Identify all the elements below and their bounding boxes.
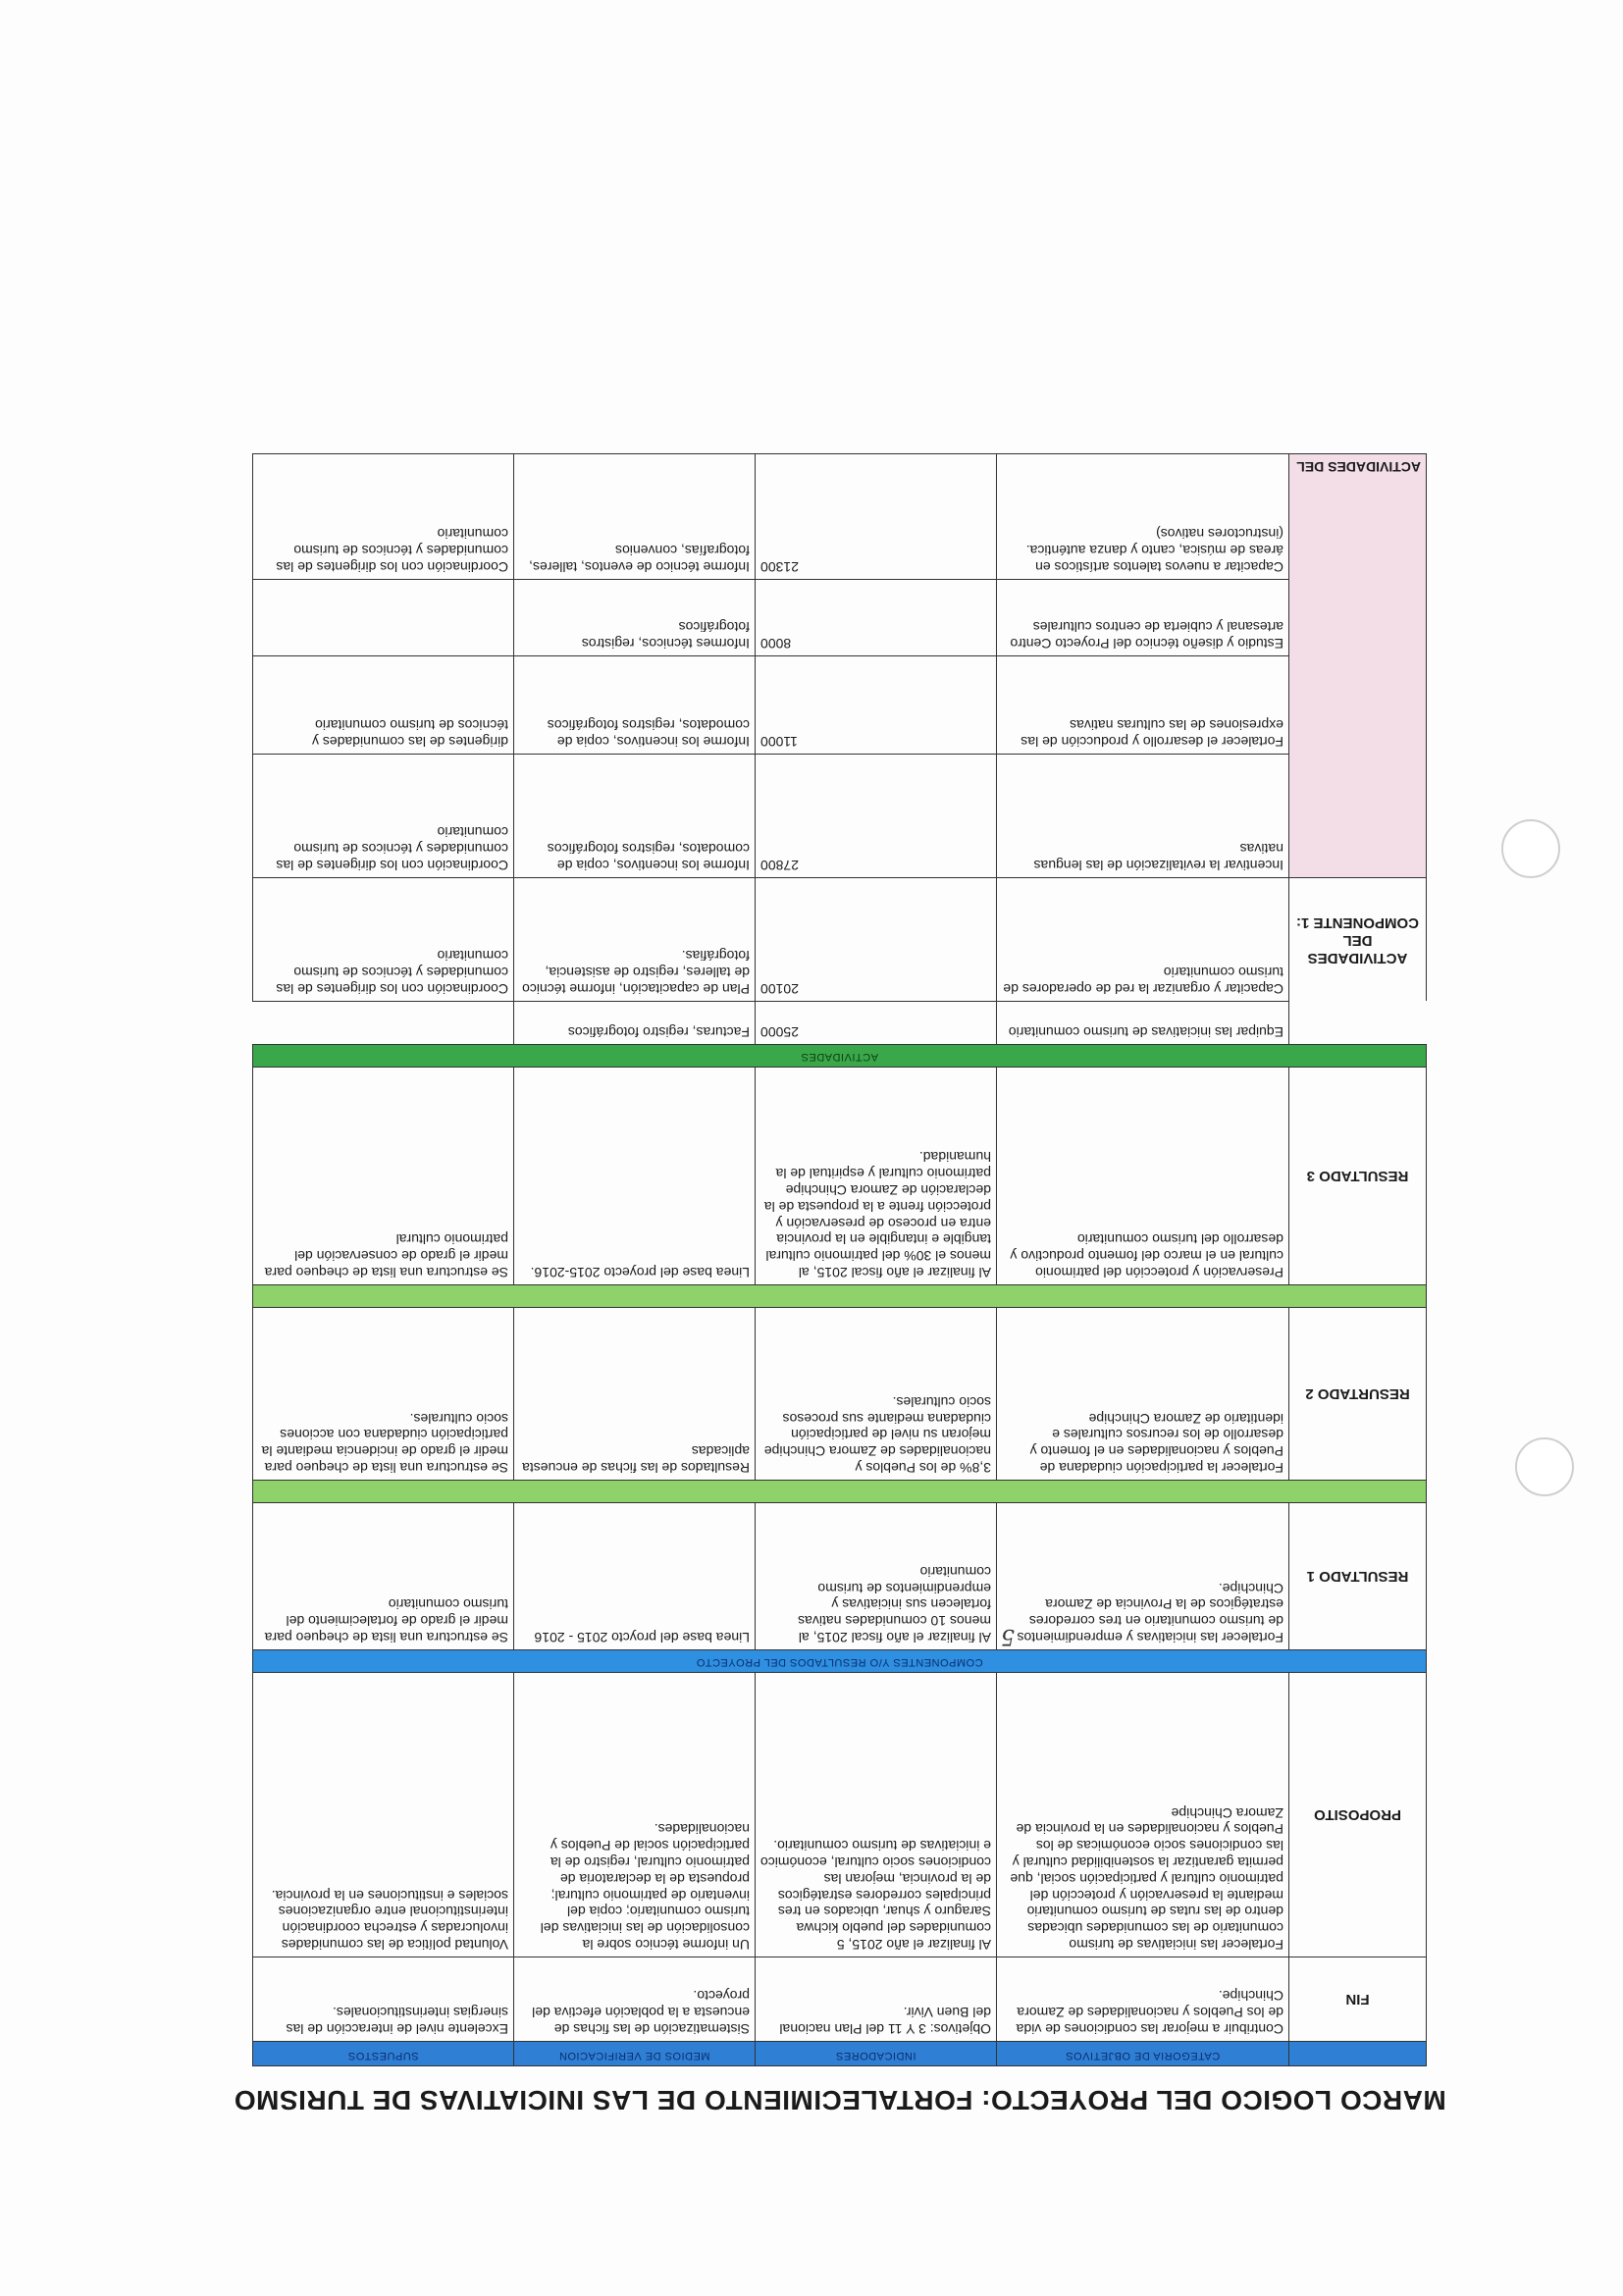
row-label-fin: FIN — [1289, 1957, 1427, 2042]
actividad-2-monto: 20100 — [756, 878, 997, 1002]
actividad-1-monto: 25000 — [756, 1002, 997, 1045]
band-componentes: COMPONENTES Y/O RESULTADOS DEL PROYECTO — [253, 1650, 1427, 1673]
actividad-3-monto: 27800 — [756, 755, 997, 878]
actividad-1-objetivo: Equipar las iniciativas de turismo comunitario — [997, 1002, 1289, 1045]
actividad-5-medio: Informes técnicos, registros fotográficos — [514, 580, 756, 656]
resultado1-objetivo: Fortalecer las iniciativas y emprendimientos de turismo comunitario en tres corredores estratégicos de la Provincia de Zamora Chinchipe. — [997, 1503, 1289, 1650]
resultado1-indicador: Al finalizar el año fiscal 2015, al menos 10 comunidades nativas fortalecen sus iniciativas y emprendimientos de turismo comunitario — [756, 1503, 997, 1650]
row-proposito — [253, 1673, 1427, 1957]
row-actividad-5 — [253, 580, 1427, 656]
actividad-6-objetivo: Capacitar a nuevos talentos artísticos en áreas de música, canto y danza auténtica.(instructores nativos) — [997, 454, 1289, 580]
header-objetivos: CATEGORIA DE OBJETIVOS — [997, 2042, 1289, 2066]
rotated-logframe-sheet — [234, 432, 1446, 2129]
band-green-1 — [253, 1481, 1427, 1503]
proposito-medio: Un informe técnico sobre la consolidación de las iniciativas del turismo comunitario; copia del inventario de patrimonio cultural; propuesta de la declaratoria de patrimonio cultural, registro de la participación social de Pueblos y nacionalidades. — [514, 1673, 756, 1957]
row-label-resultado-3: RESULTADO 3 — [1289, 1068, 1427, 1285]
row-resultado-1 — [253, 1503, 1427, 1650]
row-actividad-3 — [253, 755, 1427, 878]
fin-indicador: Objetivos: 3 Y 11 del Plan nacional del Buen Vivir. — [756, 1957, 997, 2042]
header-indicadores: INDICADORES — [756, 2042, 997, 2066]
actividad-6-monto: 21300 — [756, 454, 997, 580]
actividades-componente-label: ACTIVIDADES DEL COMPONENTE 1: — [1289, 878, 1427, 1002]
handwritten-mark: 5 — [1001, 1624, 1015, 1648]
actividad-2-medio: Plan de capacitación, informe técnico de talleres, registro de asistencia, fotográfias. — [514, 878, 756, 1002]
resultado2-indicador: 3,8% de los Pueblos y nacionalidades de Zamora Chinchipe mejoran su nivel de participación ciudadana mediante sus procesos socio culturales. — [756, 1308, 997, 1481]
resultado3-indicador: Al finalizar el año fiscal 2015, al menos el 30% del patrimonio cultural tangible e intangible en la provincia entra en proceso de preservación y protección frente a la propuesta de la declaración de Zamora Chinchipe patrimonio cultural y espiritual de la humanidad. — [756, 1068, 997, 1285]
fin-medio: Sistematización de las fichas de encuesta a la población efectiva del proyecto. — [514, 1957, 756, 2042]
actividad-6-supuesto: Coordinación con los dirigentes de las comunidades y técnicos de turismo comunitario — [253, 454, 514, 580]
actividad-6-medio: Informe técnico de eventos, talleres, fotografías, convenios — [514, 454, 756, 580]
logframe-table — [252, 453, 1427, 2066]
actividad-4-medio: Informe los incentivos, copia de comodatos, registros fotográficos — [514, 656, 756, 755]
proposito-indicador: Al finalizar el año 2015, 5 comunidades del pueblo kichwa Saraguro y shuar, ubicados en tres principales corredores estratégicos de la provincia, mejoran las condiciones socio cultural, económico e iniciativas de turismo comunitario. — [756, 1673, 997, 1957]
row-resultado-3 — [253, 1068, 1427, 1285]
row-label-proposito: PROPOSITO — [1289, 1673, 1427, 1957]
actividad-3-objetivo: Incentivar la revitalización de las lenguas nativas — [997, 755, 1289, 878]
band-green-2 — [253, 1285, 1427, 1308]
actividad-2-objetivo: Capacitar y organizar la red de operadores de turismo comunitario — [997, 878, 1289, 1002]
actividades-label-2: ACTIVIDADES DEL — [1296, 458, 1421, 475]
actividad-4-supuesto: dirigentes de las comunidades y técnicos de turismo comunitario — [253, 656, 514, 755]
row-label-resultado-2: RESURTADO 2 — [1289, 1308, 1427, 1481]
proposito-objetivo: Fortalecer las iniciativas de turismo comunitario de las comunidades ubicadas dentro de las rutas de turismo comunitario mediante la preservación y protección del patrimonio cultural y participación social, que permita garantizar la sostenibilidad cultural y las condiciones socio económicas de los Pueblos y nacionalidades en la provincia de Zamora Chinchipe — [997, 1673, 1289, 1957]
row-actividad-4 — [253, 656, 1427, 755]
row-actividad-2 — [253, 878, 1427, 1002]
band-actividades: ACTIVIDADES — [253, 1045, 1427, 1068]
fin-supuesto: Excelente nivel de interacción de las sinergias interinstitucionales. — [253, 1957, 514, 2042]
actividad-5-monto: 8000 — [756, 580, 997, 656]
header-supuestos: SUPUESTOS — [253, 2042, 514, 2066]
row-resultado-2 — [253, 1308, 1427, 1481]
row-fin — [253, 1957, 1427, 2042]
actividad-5-objetivo: Estudio y diseño técnico del Proyecto Centro artesanal y cubierta de centros culturales — [997, 580, 1289, 656]
row-label-resultado-1: RESULTADO 1 — [1289, 1503, 1427, 1650]
resultado3-supuesto: Se estructura una lista de chequeo para medir el grado de conservación del patrimonio cultural — [253, 1068, 514, 1285]
fin-objetivo: Contribuir a mejorar las condiciones de vida de los Pueblos y nacionalidades de Zamora Chinchipe. — [997, 1957, 1289, 2042]
header-medios: MEDIOS DE VERIFICACION — [514, 2042, 756, 2066]
punch-hole-bottom — [1515, 1437, 1574, 1496]
resultado2-medio: Resultados de las fichas de encuesta aplicadas — [514, 1308, 756, 1481]
actividad-5-supuesto — [253, 580, 514, 656]
proposito-supuesto: Voluntad política de las comunidades involucradas y estrecha coordinación interinstitucional entre organizaciones sociales e instituciones en la provincia. — [253, 1673, 514, 1957]
resultado1-medio: Linea base del proycto 2015 - 2016 — [514, 1503, 756, 1650]
resultado2-objetivo: Fortalecer la participación ciudadana de Pueblos y nacionalidades en el fomento y desarrollo de los recursos culturales e identitario de Zamora Chinchipe — [997, 1308, 1289, 1481]
resultado3-objetivo: Preservación y protección del patrimonio cultural en el marco del fomento productivo y desarrollo del turismo comunitario — [997, 1068, 1289, 1285]
document-title: MARCO LOGICO DEL PROYECTO: FORTALECIMIENTO DE LAS INICIATIVAS DE TURISMO — [234, 2085, 1446, 2115]
actividad-4-monto: 11000 — [756, 656, 997, 755]
header-row — [253, 2042, 1427, 2066]
actividad-3-supuesto: Coordinación con los dirigentes de las comunidades y técnicos de turismo comunitario — [253, 755, 514, 878]
resultado1-supuesto: Se estructura una lista de chequeo para medir el grado de fortalecimiento del turismo comunitario — [253, 1503, 514, 1650]
punch-hole-top — [1501, 819, 1560, 878]
actividad-1-supuesto — [253, 1002, 514, 1045]
actividad-4-objetivo: Fortalecer el desarrollo y producción de las expresiones de las culturas nativas — [997, 656, 1289, 755]
resultado2-supuesto: Se estructura una lista de chequeo para medir el grado de incidencia mediante la participación ciudadana con acciones socio culturales. — [253, 1308, 514, 1481]
actividades-label-cell — [1289, 454, 1427, 878]
actividad-3-medio: Informe los incentivos, copia de comodatos, registros fotográficos — [514, 755, 756, 878]
row-actividad-6 — [253, 454, 1427, 580]
row-actividad-1 — [253, 1002, 1427, 1045]
actividad-1-medio: Facturas, registro fotográficos — [514, 1002, 756, 1045]
resultado3-medio: Linea base del proyecto 2015-2016. — [514, 1068, 756, 1285]
actividad-2-supuesto: Coordinación con los dirigentes de las comunidades y técnicos de turismo comunitario — [253, 878, 514, 1002]
